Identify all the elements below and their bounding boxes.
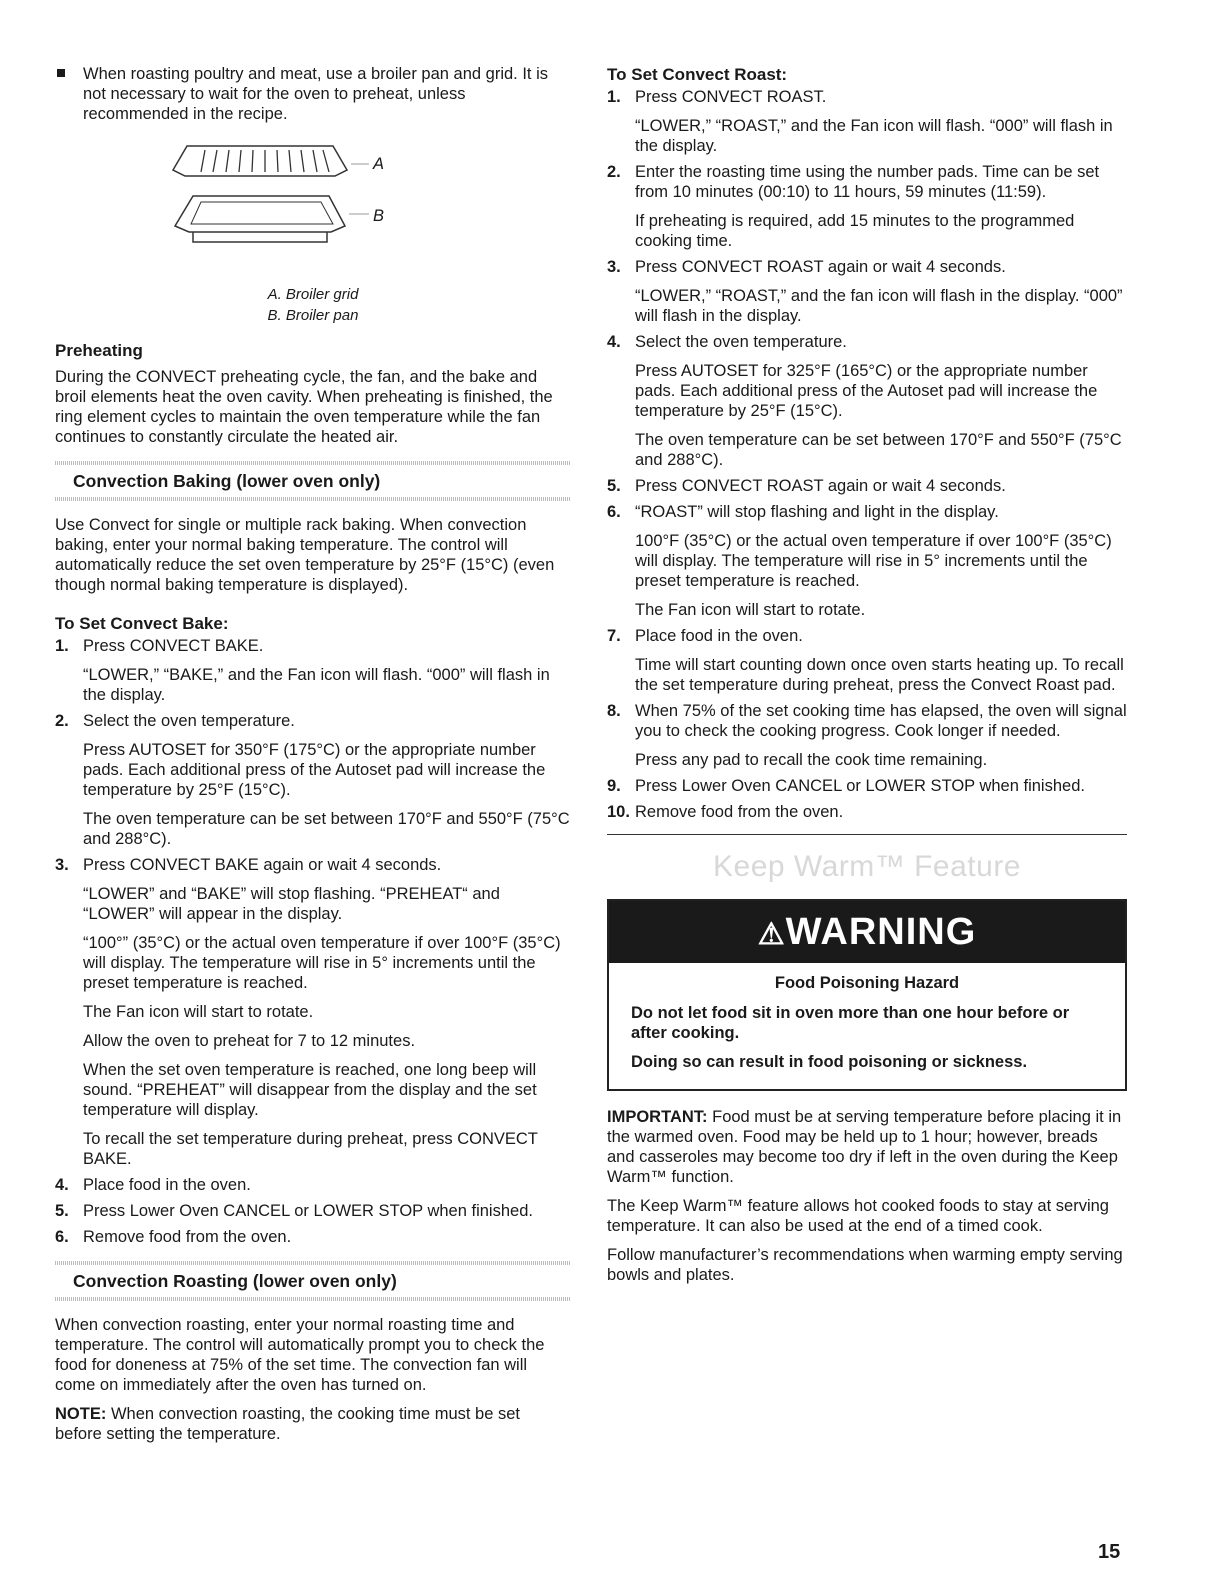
important-label: IMPORTANT: (607, 1108, 708, 1126)
step-text: “ROAST” will stop flashing and light in the display. (635, 503, 999, 521)
warning-line-2: Doing so can result in food poisoning or sickness. (631, 1053, 1028, 1071)
step-number: 2. (55, 712, 69, 730)
step-text: Press CONVECT ROAST. (635, 88, 827, 106)
step-text: “100°” (35°C) or the actual oven temperature if over 100°F (35°C) will display. The temperature will rise in 5° increments until the preset temperature is reached. (83, 934, 561, 992)
step-item (607, 87, 1127, 156)
step-item (607, 701, 1127, 770)
step-text: The oven temperature can be set between 170°F and 550°F (75°C and 288°C). (83, 810, 570, 848)
section-header (55, 461, 571, 501)
hazard-title: Food Poisoning Hazard (774, 974, 960, 992)
step-number: 6. (55, 1228, 69, 1246)
section-header (55, 1261, 571, 1301)
step-item (55, 855, 571, 1169)
keep-warm-title: Keep Warm™ Feature (713, 850, 1021, 883)
step-item (607, 162, 1127, 251)
step-item (55, 636, 571, 705)
step-number: 1. (55, 637, 69, 655)
step-text: To recall the set temperature during preheat, press CONVECT BAKE. (83, 1130, 538, 1168)
step-text: Press AUTOSET for 350°F (175°C) or the appropriate number pads. Each additional press of the Autoset pad will increase the temperature by 25°F (15°C). (83, 741, 546, 799)
step-item (55, 711, 571, 849)
english-side-tab (1150, 580, 1210, 820)
step-number: 4. (607, 333, 621, 351)
note-paragraph: NOTE: When convection roasting, the cooking time must be set before setting the temperature. (55, 1405, 520, 1443)
left-column (55, 64, 571, 1453)
page-number: 15 (1098, 1541, 1121, 1563)
divider (607, 834, 1127, 835)
set-convect-bake-heading: To Set Convect Bake: (55, 614, 229, 633)
step-text: Enter the roasting time using the number pads. Time can be set from 10 minutes (00:10) to 11 hours, 59 minutes (11:59). (635, 163, 1100, 201)
step-text: Press CONVECT ROAST again or wait 4 seconds. (635, 477, 1006, 495)
step-text: Time will start counting down once oven starts heating up. To recall the set temperature during preheat, press the Convect Roast pad. (635, 656, 1124, 694)
caption-b: B. Broiler pan (267, 307, 359, 324)
step-number: 5. (607, 477, 621, 495)
step-number: 9. (607, 777, 621, 795)
step-item (55, 1175, 571, 1195)
step-item (607, 257, 1127, 326)
convect-roasting-heading: Convection Roasting (lower oven only) (73, 1271, 397, 1291)
step-text: “LOWER” and “BAKE” will stop flashing. “PREHEAT“ and “LOWER” will appear in the display. (83, 885, 500, 923)
warning-label: WARNING (785, 911, 977, 953)
step-text: Select the oven temperature. (83, 712, 295, 730)
preheating-text: During the CONVECT preheating cycle, the fan, and the bake and broil elements heat the oven cavity. When preheating is finished, the ring element cycles to maintain the oven temperature while the fan continues to constantly circulate the heated air. (55, 368, 553, 446)
broiler-pan-illustration (165, 134, 425, 264)
step-text: Remove food from the oven. (83, 1228, 292, 1246)
convect-baking-text: Use Convect for single or multiple rack baking. When convection baking, enter your normal baking temperature. The control will automatically reduce the set oven temperature by 25°F (15°C) (even though normal baking temperature is displayed). (55, 516, 555, 594)
step-item (55, 1201, 571, 1221)
step-text: Press AUTOSET for 325°F (165°C) or the appropriate number pads. Each additional press of the Autoset pad will increase the temperature by 25°F (15°C). (635, 362, 1098, 420)
step-number: 1. (607, 88, 621, 106)
keep-warm-para-3: Follow manufacturer’s recommendations when warming empty serving bowls and plates. (607, 1246, 1123, 1284)
warning-line-1: Do not let food sit in oven more than one hour before or after cooking. (631, 1004, 1070, 1042)
step-number: 6. (607, 503, 621, 521)
set-convect-roast-heading: To Set Convect Roast: (607, 65, 788, 84)
step-text: “LOWER,” “ROAST,” and the fan icon will flash in the display. “000” will flash in the display. (635, 287, 1123, 325)
step-text: 100°F (35°C) or the actual oven temperature if over 100°F (35°C) will display. The temperature will rise in 5° increments until the preset temperature is reached. (635, 532, 1112, 590)
right-column (607, 64, 1127, 1294)
step-text: Press Lower Oven CANCEL or LOWER STOP when finished. (83, 1202, 533, 1220)
step-text: Press any pad to recall the cook time remaining. (635, 751, 988, 769)
step-number: 3. (607, 258, 621, 276)
step-item (607, 626, 1127, 695)
step-number: 4. (55, 1176, 69, 1194)
convect-baking-heading: Convection Baking (lower oven only) (73, 471, 381, 491)
step-text: When 75% of the set cooking time has elapsed, the oven will signal you to check the cooking progress. Cook longer if needed. (635, 702, 1127, 740)
step-number: 8. (607, 702, 621, 720)
step-number: 5. (55, 1202, 69, 1220)
note-label: NOTE: (55, 1405, 107, 1423)
step-text: Press CONVECT BAKE again or wait 4 seconds. (83, 856, 442, 874)
step-text: The Fan icon will start to rotate. (635, 601, 866, 619)
step-text: The oven temperature can be set between 170°F and 550°F (75°C and 288°C). (635, 431, 1122, 469)
step-item (607, 476, 1127, 496)
step-text: Select the oven temperature. (635, 333, 847, 351)
warning-triangle-icon: ⚠ (757, 918, 786, 951)
caption-a: A. Broiler grid (267, 286, 359, 303)
warning-box (607, 899, 1127, 1091)
step-text: Press CONVECT BAKE. (83, 637, 264, 655)
bullet-item: When roasting poultry and meat, use a broiler pan and grid. It is not necessary to wait for the oven to preheat, unless recommended in the recipe. (55, 64, 571, 124)
step-item (607, 802, 1127, 822)
keep-warm-para-2: The Keep Warm™ feature allows hot cooked foods to stay at serving temperature. It can also be used at the end of a timed cook. (607, 1197, 1109, 1235)
step-text: Press Lower Oven CANCEL or LOWER STOP when finished. (635, 777, 1085, 795)
step-text: “LOWER,” “BAKE,” and the Fan icon will flash. “000” will flash in the display. (83, 666, 550, 704)
label-b: B (373, 207, 385, 225)
label-a: A (373, 155, 385, 173)
broiler-figure (55, 134, 571, 334)
step-text: If preheating is required, add 15 minutes to the programmed cooking time. (635, 212, 1075, 250)
step-text: Place food in the oven. (635, 627, 803, 645)
step-text: Allow the oven to preheat for 7 to 12 minutes. (83, 1032, 416, 1050)
step-item (607, 502, 1127, 620)
step-item (607, 776, 1127, 796)
step-number: 7. (607, 627, 621, 645)
important-paragraph: IMPORTANT: Food must be at serving temperature before placing it in the warmed oven. Food may be held up to 1 hour; however, breads and casseroles may become too dry if left in the oven during the Keep Warm™ function. (607, 1108, 1122, 1186)
step-number: 3. (55, 856, 69, 874)
preheating-heading: Preheating (55, 341, 143, 360)
convect-roasting-text: When convection roasting, enter your normal roasting time and temperature. The control will automatically prompt you to check the food for doneness at 75% of the set time. The convection fan will come on immediately after the oven has turned on. (55, 1316, 545, 1394)
step-item (607, 332, 1127, 470)
warning-header (609, 901, 1125, 963)
step-text: The Fan icon will start to rotate. (83, 1003, 314, 1021)
convect-roast-steps (607, 87, 1127, 822)
step-text: Remove food from the oven. (635, 803, 844, 821)
convect-bake-steps (55, 636, 571, 1247)
step-text: Press CONVECT ROAST again or wait 4 seconds. (635, 258, 1006, 276)
bullet-square-icon (57, 69, 65, 77)
step-item (55, 1227, 571, 1247)
step-number: 2. (607, 163, 621, 181)
step-text: “LOWER,” “ROAST,” and the Fan icon will flash. “000” will flash in the display. (635, 117, 1113, 155)
step-text: Place food in the oven. (83, 1176, 251, 1194)
step-number: 10. (607, 803, 630, 821)
step-text: When the set oven temperature is reached, one long beep will sound. “PREHEAT” will disappear from the display and the set temperature will display. (83, 1061, 537, 1119)
